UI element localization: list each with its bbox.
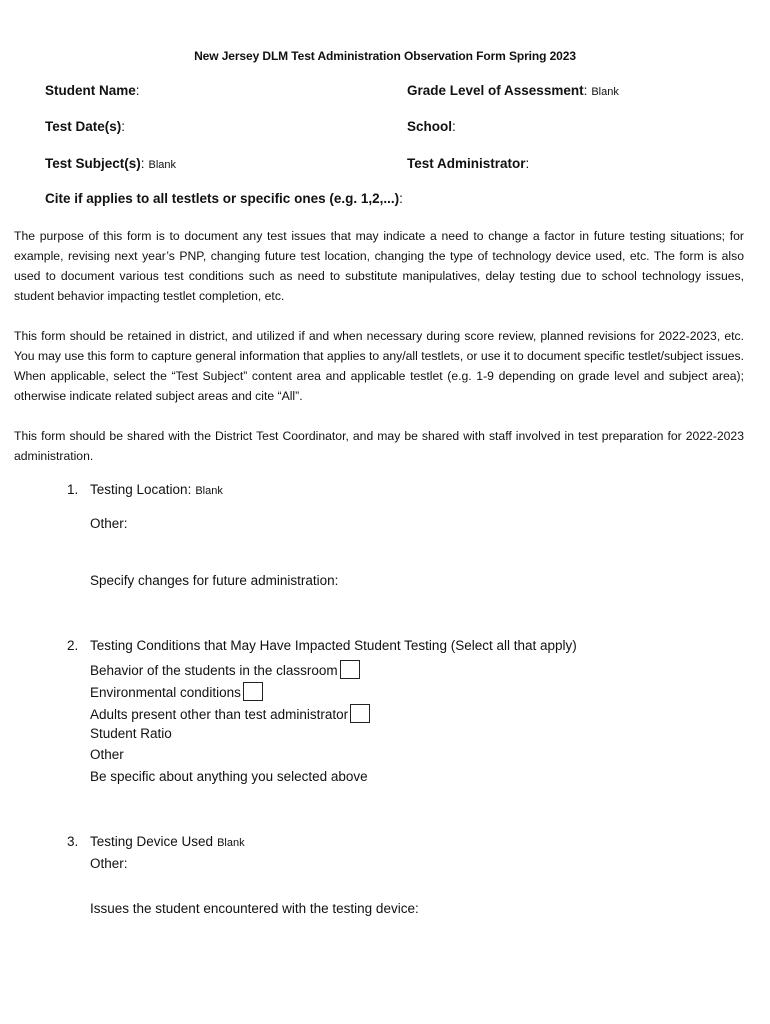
test-subjects-value: Blank	[148, 159, 177, 171]
test-subjects-field[interactable]	[45, 156, 176, 171]
testing-location-field[interactable]	[90, 482, 223, 497]
option-adults-present[interactable]	[90, 704, 370, 723]
item-number: 3.	[67, 834, 79, 849]
option-behavior-label: Behavior of the students in the classroom	[90, 663, 338, 678]
colon: :	[452, 119, 456, 134]
colon: :	[135, 83, 140, 98]
testing-device-other[interactable]: Other:	[90, 856, 128, 871]
school-label: School	[407, 119, 453, 134]
option-other[interactable]: Other	[90, 747, 124, 762]
cite-testlets-field[interactable]	[45, 191, 403, 206]
school-field[interactable]	[407, 119, 456, 134]
test-subjects-label: Test Subject(s)	[45, 156, 141, 171]
option-behavior[interactable]	[90, 660, 360, 679]
be-specific-field[interactable]: Be specific about anything you selected above	[90, 769, 368, 784]
testing-location-other[interactable]: Other:	[90, 516, 128, 531]
cite-testlets-label: Cite if applies to all testlets or specific ones (e.g. 1,2,...)	[45, 191, 400, 206]
grade-level-value: Blank	[591, 86, 619, 98]
option-student-ratio[interactable]: Student Ratio	[90, 726, 172, 741]
environmental-checkbox[interactable]	[243, 682, 263, 701]
test-dates-label: Test Date(s)	[45, 119, 122, 134]
colon: :	[121, 119, 126, 134]
testing-location-label: Testing Location:	[90, 482, 192, 497]
behavior-checkbox[interactable]	[340, 660, 360, 679]
testing-device-field[interactable]	[90, 834, 245, 849]
option-environmental[interactable]	[90, 682, 263, 701]
colon: :	[399, 191, 403, 206]
test-administrator-label: Test Administrator	[407, 156, 526, 171]
colon: :	[525, 156, 530, 171]
sharing-paragraph: This form should be shared with the District Test Coordinator, and may be shared with staff involved in test preparation for 2022-2023 administration.	[14, 429, 744, 463]
test-administrator-field[interactable]	[407, 156, 529, 171]
colon: :	[140, 156, 145, 171]
testing-location-value: Blank	[195, 485, 223, 497]
item-number: 2.	[67, 638, 79, 653]
student-name-label: Student Name	[45, 83, 136, 98]
testing-conditions-label: Testing Conditions that May Have Impacted Student Testing (Select all that apply)	[90, 638, 577, 653]
device-issues-field[interactable]: Issues the student encountered with the testing device:	[90, 901, 419, 916]
specify-changes-field[interactable]: Specify changes for future administration:	[90, 573, 339, 588]
option-adults-present-label: Adults present other than test administrator	[90, 707, 349, 722]
purpose-paragraph: The purpose of this form is to document any test issues that may indicate a need to change a factor in future testing situations; for example, revising next year’s PNP, changing future test location, changing the type of technology device used, etc. The form is also used to document various test conditions such as need to substitute manipulatives, delay testing due to school technology issues, student behavior impacting testlet completion, etc.	[14, 229, 744, 303]
item-number: 1.	[67, 482, 79, 497]
grade-level-field[interactable]	[407, 83, 619, 98]
adults-present-checkbox[interactable]	[350, 704, 370, 723]
student-name-field[interactable]	[45, 83, 140, 98]
retention-paragraph: This form should be retained in district, and utilized if and when necessary during score review, planned revisions for 2022-2023, etc. You may use this form to capture general information that applies to any/all testlets, or use it to document specific testlet/subject issues. When applicable, select the “Test Subject” content area and applicable testlet (e.g. 1-9 depending on grade level and subject area); otherwise indicate related subject areas and cite “All”.	[14, 329, 744, 403]
testing-device-value: Blank	[217, 837, 245, 849]
option-environmental-label: Environmental conditions	[90, 685, 241, 700]
colon: :	[583, 83, 588, 98]
testing-device-label: Testing Device Used	[90, 834, 214, 849]
form-title: New Jersey DLM Test Administration Observation Form Spring 2023	[194, 49, 576, 63]
grade-level-label: Grade Level of Assessment	[407, 83, 584, 98]
test-dates-field[interactable]	[45, 119, 125, 134]
